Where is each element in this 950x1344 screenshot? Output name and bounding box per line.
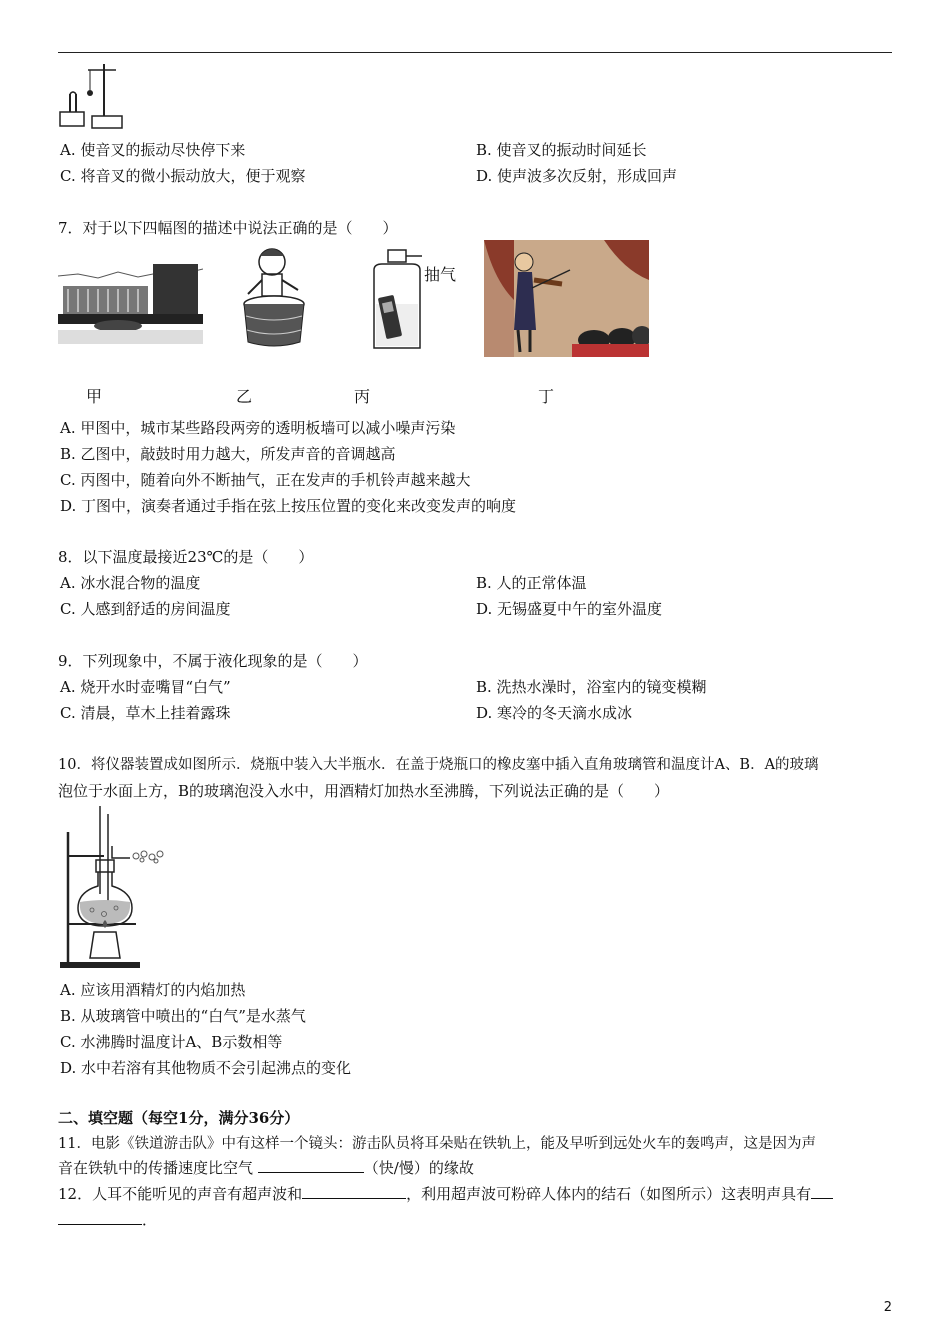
- q11-line2: [58, 1158, 474, 1178]
- q7-option-b: B. 乙图中，敲鼓时用力越大，所发声音的音调越高: [60, 445, 396, 463]
- section2-title: 二、填空题（每空1分，满分36分）: [58, 1109, 300, 1127]
- q9-option-b: B. 洗热水澡时，浴室内的镜变模糊: [476, 678, 707, 696]
- q12-text-2: ，利用超声波可粉碎人体内的结石（如图所示）这表明声具有: [406, 1185, 812, 1203]
- bell-jar-phone-figure: [366, 244, 466, 354]
- q12-period: ．: [142, 1211, 158, 1229]
- q12-line2: [58, 1210, 157, 1230]
- q8-option-c: C. 人感到舒适的房间温度: [60, 600, 231, 618]
- q10-option-d: D. 水中若溶有其他物质不会引起沸点的变化: [60, 1059, 352, 1077]
- violin-player-figure: [484, 240, 649, 357]
- q7-stem: 7．对于以下四幅图的描述中说法正确的是（ ）: [58, 219, 398, 237]
- q9-option-c: C. 清晨，草木上挂着露珠: [60, 704, 231, 722]
- q6-option-c: C. 将音叉的微小振动放大，便于观察: [60, 167, 306, 185]
- q9-option-a: A. 烧开水时壶嘴冒“白气”: [60, 678, 231, 696]
- q6-option-b: B. 使音叉的振动时间延长: [476, 141, 647, 159]
- drum-figure: [236, 244, 316, 349]
- q8-option-b: B. 人的正常体温: [476, 574, 587, 592]
- caption-jia: 甲: [86, 387, 103, 406]
- q12-answer-blank-2-start[interactable]: [811, 1184, 833, 1199]
- q11-text-after-blank: （快/慢）的缘故: [363, 1159, 474, 1177]
- caption-yi: 乙: [236, 387, 253, 406]
- q9-stem: 9．下列现象中，不属于液化现象的是（ ）: [58, 652, 368, 670]
- q10-option-c: C. 水沸腾时温度计A、B示数相等: [60, 1033, 283, 1051]
- q12-answer-blank-2[interactable]: [58, 1210, 142, 1225]
- q7-option-c: C. 丙图中，随着向外不断抽气，正在发声的手机铃声越来越大: [60, 471, 471, 489]
- q11-line1: 11．电影《铁道游击队》中有这样一个镜头：游击队员将耳朵贴在铁轨上，能及早听到远处火车的轰鸣声，这是因为声: [58, 1136, 816, 1152]
- caption-bing: 丙: [354, 387, 371, 406]
- pump-label: 抽气: [424, 265, 457, 284]
- q8-option-d: D. 无锡盛夏中午的室外温度: [476, 600, 663, 618]
- q8-option-a: A. 冰水混合物的温度: [60, 574, 201, 592]
- q6-option-a: A. 使音叉的振动尽快停下来: [60, 141, 246, 159]
- q7-option-d: D. 丁图中，演奏者通过手指在弦上按压位置的变化来改变发声的响度: [60, 497, 517, 515]
- header-rule: [58, 52, 892, 53]
- q7-option-a: A. 甲图中，城市某些路段两旁的透明板墙可以减小噪声污染: [60, 419, 456, 437]
- q12-answer-blank-1[interactable]: [302, 1184, 406, 1199]
- q6-option-d: D. 使声波多次反射，形成回声: [476, 167, 678, 185]
- city-noise-barrier-figure: [58, 244, 203, 344]
- q12-text-1: 12．人耳不能听见的声音有超声波和: [58, 1185, 303, 1203]
- tuning-fork-figure: [58, 60, 128, 135]
- q10-option-a: A. 应该用酒精灯的内焰加热: [60, 981, 246, 999]
- boiling-flask-apparatus-figure: [58, 802, 173, 970]
- q12-line1: [58, 1184, 833, 1204]
- q9-option-d: D. 寒冷的冬天滴水成冰: [476, 704, 633, 722]
- q8-stem: 8．以下温度最接近23℃的是（ ）: [58, 548, 314, 566]
- q10-stem-line2: 泡位于水面上方，B的玻璃泡没入水中，用酒精灯加热水至沸腾，下列说法正确的是（ ）: [58, 782, 670, 800]
- q10-option-b: B. 从玻璃管中喷出的“白气”是水蒸气: [60, 1007, 306, 1025]
- q11-answer-blank[interactable]: [258, 1158, 364, 1173]
- q11-text-before-blank: 音在铁轨中的传播速度比空气: [58, 1159, 258, 1177]
- page-number: 2: [883, 1300, 892, 1315]
- caption-ding: 丁: [538, 387, 555, 406]
- q10-stem-line1: 10．将仪器装置成如图所示．烧瓶中装入大半瓶水．在盖于烧瓶口的橡皮塞中插入直角玻璃管和温度计A、B．A的玻璃: [58, 757, 819, 773]
